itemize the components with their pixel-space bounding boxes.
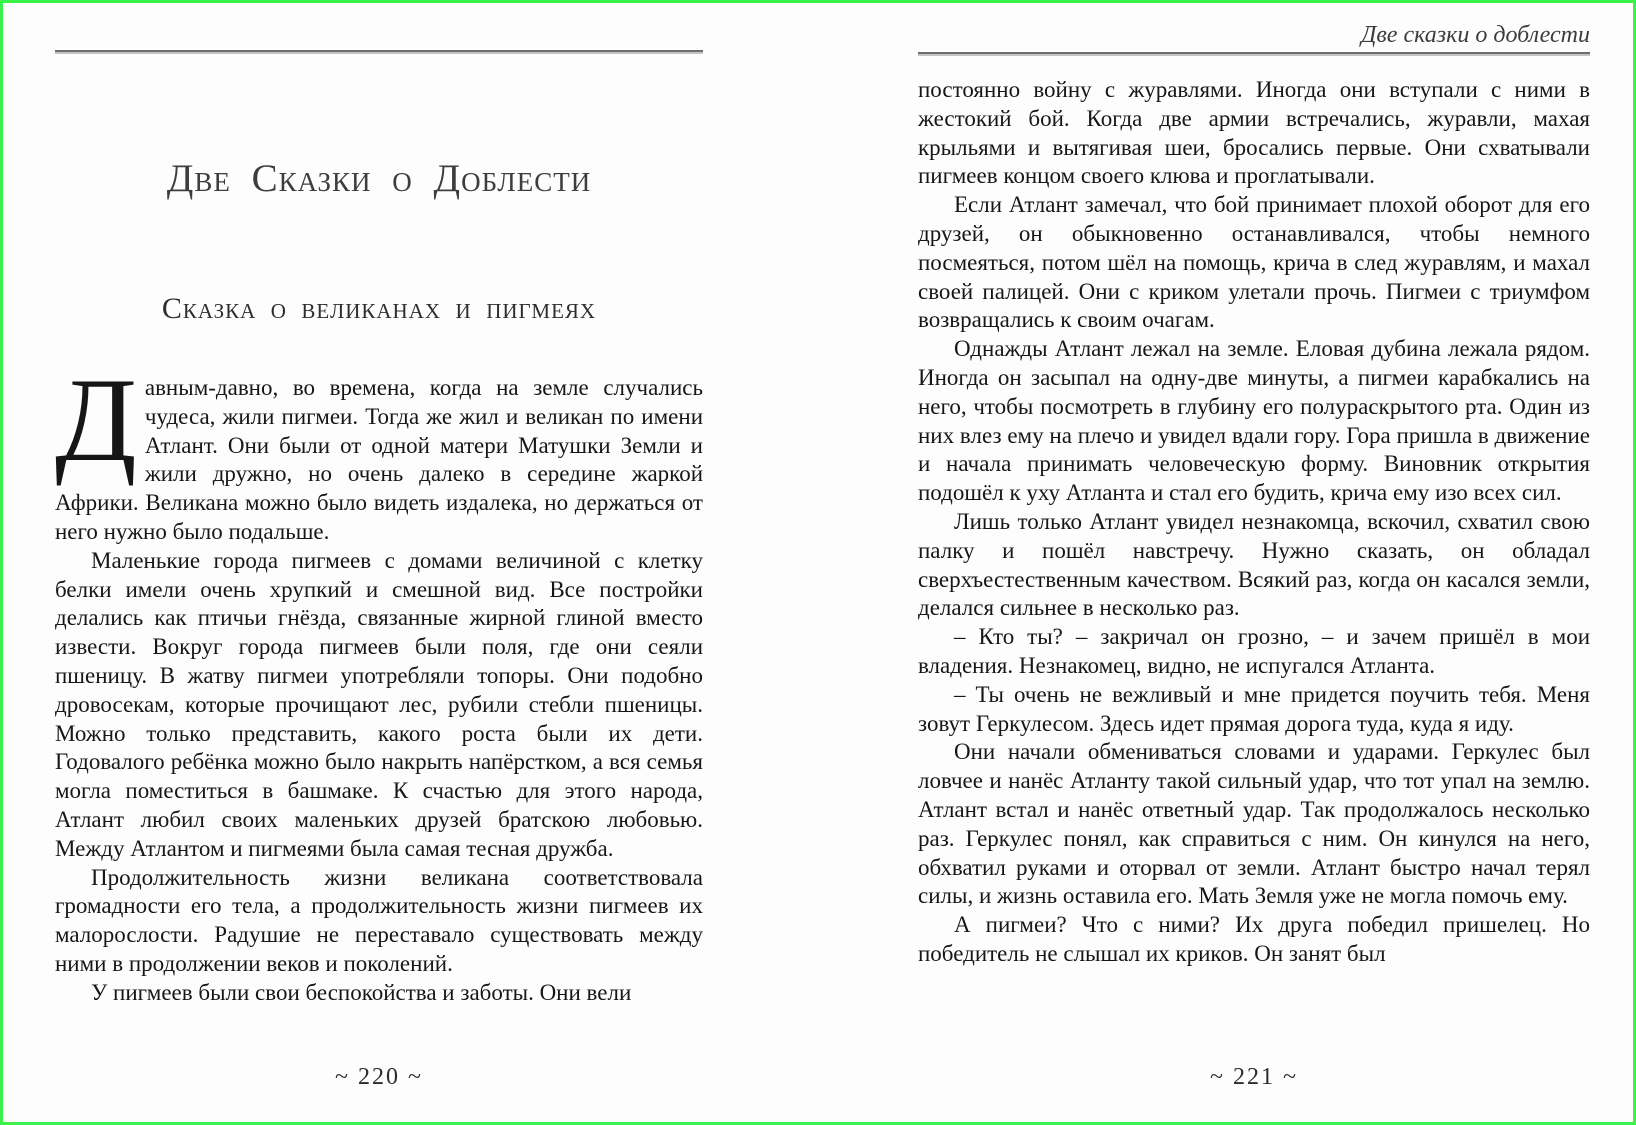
paragraph-text: авным-давно, во времена, когда на земле случались чудеса, жили пигмеи. Тогда же жил и великан по имени Атлант. Они были от одной матери Матушки Земли и жили дружно, но очень далеко в середине жаркой Африки. Великана можно было видеть издалека, но держаться от него нужно было подальше. xyxy=(55,375,703,544)
header-rule xyxy=(55,50,703,52)
body-paragraph: А пигмеи? Что с ними? Их друга победил пришелец. Но победитель не слышал их криков. Он занят был xyxy=(918,912,1590,966)
body-paragraph: Если Атлант замечал, что бой принимает плохой оборот для его друзей, он обыкновенно останавливался, чтобы немного посмеяться, потом шёл на помощь, крича в след журавлям, и махал своей палицей. Они с криком улетали прочь. Пигмеи с триумфом возвращались к своим очагам. xyxy=(918,192,1590,333)
body-paragraph: У пигмеев были свои беспокойства и заботы. Они вели xyxy=(91,979,632,1005)
right-page-text xyxy=(918,76,1590,969)
page-left xyxy=(55,0,703,1125)
page-number-right: ~ 221 ~ xyxy=(1210,1064,1298,1090)
body-paragraph xyxy=(55,353,703,547)
page-number-left: ~ 220 ~ xyxy=(335,1064,423,1090)
body-paragraph: Однажды Атлант лежал на земле. Еловая дубина лежала рядом. Иногда он засыпал на одну-две минуты, а пигмеи карабкались на него, чтобы посмотреть в глубину его полураскрытого рта. Один из них влез ему на плечо и увидел вдали гору. Гора пришла в движение и начала принимать человеческую форму. Виновник открытия подошёл к уху Атланта и стал его будить, крича ему изо всех сил. xyxy=(918,336,1590,506)
body-paragraph: Маленькие города пигмеев с домами величиной с клетку белки имели очень хрупкий и смешной вид. Все постройки делались как птичьи гнёзда, связанные жирной глиной вместо извести. Вокруг города пигмеев были поля, где они сеяли пшеницу. В жатву пигмеи употребляли топоры. Они подобно дровосекам, которые прочищают лес, рубили стебли пшеницы. Можно только представить, какого роста были их дети. Годовалого ребёнка можно было накрыть напёрстком, а вся семья могла поместиться в башмаке. К счастью для этого народа, Атлант любил своих маленьких друзей братскою любовью. Между Атлантом и пигмеями была самая тесная дружба. xyxy=(55,547,703,861)
body-paragraph: – Кто ты? – закричал он грозно, – и зачем пришёл в мои владения. Незнакомец, видно, не испугался Атланта. xyxy=(918,624,1590,678)
left-page-text xyxy=(55,353,703,1008)
body-paragraph: Продолжительность жизни великана соответствовала громадности его тела, а продолжительность жизни пигмеев их малорослости. Радушие не переставало существовать между ними в продолжении веков и поколений. xyxy=(55,864,703,976)
header-rule xyxy=(918,52,1590,54)
body-paragraph: постоянно войну с журавлями. Иногда они вступали с ними в жестокий бой. Когда две армии встречались, журавли, махая крыльями и вытягивая шеи, бросались первые. Они схватывали пигмеев концом своего клюва и проглатывали. xyxy=(918,77,1590,189)
chapter-title: Две Сказки о Доблести xyxy=(166,157,592,200)
body-paragraph: Лишь только Атлант увидел незнакомца, вскочил, схватил свою палку и пошёл навстречу. Нужно сказать, он обладал сверхъестественным качеством. Всякий раз, когда он касался земли, делался сильнее в несколько раз. xyxy=(918,508,1590,621)
drop-cap: Д xyxy=(55,353,137,486)
running-head: Две сказки о доблести xyxy=(1361,22,1590,48)
body-paragraph: Они начали обмениваться словами и ударами. Геркулес был ловчее и нанёс Атланту такой сильный удар, что тот упал на землю. Атлант встал и нанёс ответный удар. Так продолжалось несколько раз. Геркулес понял, как справиться с ним. Он кинулся на него, обхватил руками и оторвал от земли. Атлант быстро начал терял силы, и жизнь оставила его. Мать Земля уже не могла помочь ему. xyxy=(918,739,1590,909)
page-right xyxy=(918,0,1590,1125)
section-title: Сказка о великанах и пигмеях xyxy=(161,292,597,325)
body-paragraph: – Ты очень не вежливый и мне придется поучить тебя. Меня зовут Геркулесом. Здесь идет прямая дорога туда, куда я иду. xyxy=(918,681,1590,736)
